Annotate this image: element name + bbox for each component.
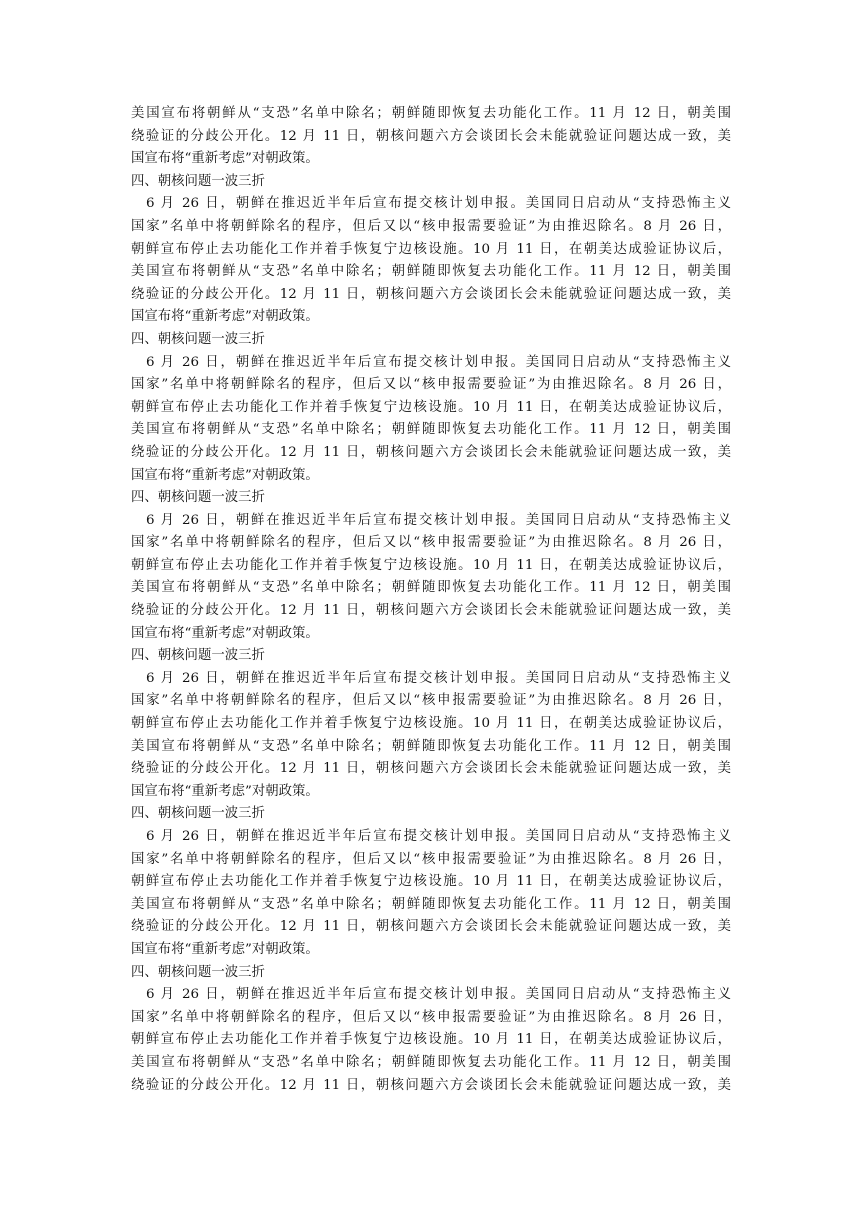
section-heading: 四、朝核问题一波三折 [131,490,265,506]
text-line: 美国宣布将朝鲜从“支恐”名单中除名；朝鲜随即恢复去功能化工作。11 月 12 日，朝美围 [131,738,731,754]
section-heading: 四、朝核问题一波三折 [131,648,265,664]
text-line: 国家”名单中将朝鲜除名的程序，但后又以“核申报需要验证”为由推迟除名。8 月 26 日， [131,693,731,709]
text-line: 6 月 26 日，朝鲜在推迟近半年后宣布提交核计划申报。美国同日启动从“支持恐怖主义 [146,829,731,844]
section [131,171,731,329]
text-line: 6 月 26 日，朝鲜在推迟近半年后宣布提交核计划申报。美国同日启动从“支持恐怖主义 [146,987,731,1003]
text-line: 美国宣布将朝鲜从“支恐”名单中除名；朝鲜随即恢复去功能化工作。11 月 12 日，朝美围 [131,106,731,121]
text-line: 国家”名单中将朝鲜除名的程序，但后又以“核申报需要验证”为由推迟除名。8 月 26 日， [131,535,731,551]
text-line: 绕验证的分歧公开化。12 月 11 日，朝核问题六方会谈团长会未能就验证问题达成一致，美 [131,603,731,619]
text-line: 绕验证的分歧公开化。12 月 11 日，朝核问题六方会谈团长会未能就验证问题达成一致，美 [131,1077,731,1093]
text-line: 美国宣布将朝鲜从“支恐”名单中除名；朝鲜随即恢复去功能化工作。11 月 12 日，朝美围 [131,1054,731,1070]
text-line: 国宣布将“重新考虑”对朝政策。 [131,151,319,167]
text-line: 6 月 26 日，朝鲜在推迟近半年后宣布提交核计划申报。美国同日启动从“支持恐怖主义 [146,512,731,528]
section-heading: 四、朝核问题一波三折 [131,173,265,189]
text-line: 朝鲜宣布停止去功能化工作并着手恢复宁边核设施。10 月 11 日，在朝美达成验证协议后， [131,241,731,257]
section-heading: 四、朝核问题一波三折 [131,806,265,822]
text-line: 国宣布将“重新考虑”对朝政策。 [131,309,319,325]
text-line: 国宣布将“重新考虑”对朝政策。 [131,783,319,799]
section [131,487,731,645]
text-line: 6 月 26 日，朝鲜在推迟近半年后宣布提交核计划申报。美国同日启动从“支持恐怖主义 [146,196,731,212]
text-line: 朝鲜宣布停止去功能化工作并着手恢复宁边核设施。10 月 11 日，在朝美达成验证协议后， [131,874,731,890]
text-line: 朝鲜宣布停止去功能化工作并着手恢复宁边核设施。10 月 11 日，在朝美达成验证协议后， [131,399,731,415]
text-line: 绕验证的分歧公开化。12 月 11 日，朝核问题六方会谈团长会未能就验证问题达成一致，美 [131,286,731,302]
text-line: 国家”名单中将朝鲜除名的程序，但后又以“核申报需要验证”为由推迟除名。8 月 26 日， [131,218,731,234]
text-line: 国家”名单中将朝鲜除名的程序，但后又以“核申报需要验证”为由推迟除名。8 月 26 日， [131,851,731,867]
text-line: 朝鲜宣布停止去功能化工作并着手恢复宁边核设施。10 月 11 日，在朝美达成验证协议后， [131,716,731,732]
text-line: 6 月 26 日，朝鲜在推迟近半年后宣布提交核计划申报。美国同日启动从“支持恐怖主义 [146,354,731,370]
section [131,962,731,1098]
text-line: 美国宣布将朝鲜从“支恐”名单中除名；朝鲜随即恢复去功能化工作。11 月 12 日，朝美围 [131,580,731,596]
text-line: 国家”名单中将朝鲜除名的程序，但后又以“核申报需要验证”为由推迟除名。8 月 26 日， [131,377,731,393]
text-line: 绕验证的分歧公开化。12 月 11 日，朝核问题六方会谈团长会未能就验证问题达成一致，美 [131,761,731,777]
text-line: 美国宣布将朝鲜从“支恐”名单中除名；朝鲜随即恢复去功能化工作。11 月 12 日，朝美围 [131,896,731,912]
text-line: 美国宣布将朝鲜从“支恐”名单中除名；朝鲜随即恢复去功能化工作。11 月 12 日，朝美围 [131,264,731,280]
text-line: 国宣布将“重新考虑”对朝政策。 [131,467,319,483]
text-line: 国宣布将“重新考虑”对朝政策。 [131,625,319,641]
text-line: 绕验证的分歧公开化。12 月 11 日，朝核问题六方会谈团长会未能就验证问题达成一致，美 [131,128,731,144]
section [131,803,731,961]
text-line: 美国宣布将朝鲜从“支恐”名单中除名；朝鲜随即恢复去功能化工作。11 月 12 日，朝美围 [131,422,731,438]
paragraph-fragment [131,103,731,171]
section [131,645,731,803]
text-line: 绕验证的分歧公开化。12 月 11 日，朝核问题六方会谈团长会未能就验证问题达成一致，美 [131,919,731,935]
text-line: 朝鲜宣布停止去功能化工作并着手恢复宁边核设施。10 月 11 日，在朝美达成验证协议后， [131,557,731,573]
section-heading: 四、朝核问题一波三折 [131,964,265,980]
section [131,329,731,487]
text-line: 国家”名单中将朝鲜除名的程序，但后又以“核申报需要验证”为由推迟除名。8 月 26 日， [131,1009,731,1025]
text-line: 朝鲜宣布停止去功能化工作并着手恢复宁边核设施。10 月 11 日，在朝美达成验证协议后， [131,1032,731,1048]
section-heading: 四、朝核问题一波三折 [131,331,265,347]
text-line: 国宣布将“重新考虑”对朝政策。 [131,941,319,957]
document-page [131,103,731,1097]
text-line: 6 月 26 日，朝鲜在推迟近半年后宣布提交核计划申报。美国同日启动从“支持恐怖主义 [146,670,731,686]
text-line: 绕验证的分歧公开化。12 月 11 日，朝核问题六方会谈团长会未能就验证问题达成一致，美 [131,444,731,460]
